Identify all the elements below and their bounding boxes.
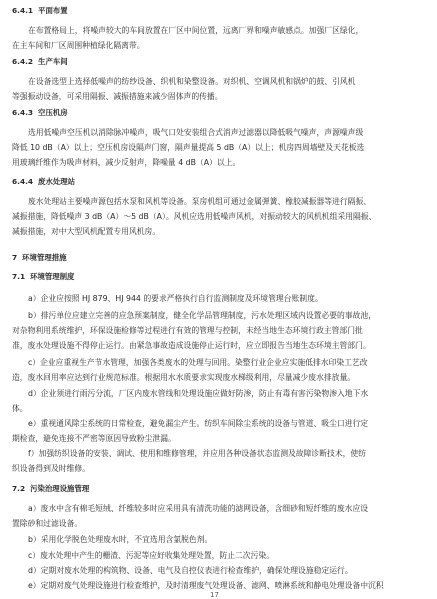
list-item-7-2-a: a）废水中含有棉毛短绒、纤维较多时应采用具有清洗功能的滤网设备，含细砂和短纤维的废水应设 置除砂和过滤设备。 — [12, 504, 369, 529]
list-item-7-1-b: b）排污单位应建立完善的应急预案制度，健全化学品管理制度，污水处理区域内设置必要的事故池， 对杂物利用系统维护，环保设施检修等过程进行有效的管理与控制，未经当地生态环境行政主管部门批 准，废水处理设施不得停止运行。由紧急事故造成设施停止运行时，应立即报告当地生态环境主管部门。 — [12, 311, 377, 351]
section-heading-6-4-1: 6.4.1 平面布置 — [12, 6, 68, 15]
list-item-7-1-d: d）企业须进行雨污分流，厂区内废水管线和处理设施应做好防渗，防止有毒有害污染物渗入地下水 体。 — [12, 389, 369, 414]
paragraph-6-4-2: 在设备选型上选择低噪声的纺纱设备、织机和染整设备。对织机、空调风机和锅炉的鼓、引风机 等强振动设备，可采用隔振、减振措施来减少固体声的传播。 — [12, 77, 356, 102]
section-heading-6-4-2: 6.4.2 生产车间 — [12, 57, 68, 66]
paragraph-6-4-1: 在布置格局上，将噪声较大的车间放置在厂区中间位置，远离厂界和噪声敏感点。加强厂区绿化， 在主车间和厂区周围种植绿化隔离带。 — [12, 26, 364, 51]
section-heading-7-1: 7.1 环境管理制度 — [12, 272, 75, 281]
list-item-7-1-c: c）企业应重视生产节水管理，加强各类废水的处理与回用。染整行业企业应实施低排水印染工艺改 造，废水回用率应达到行业规范标准。根据用水水质要求实现废水梯级利用，尽量减少废水排放量。 — [12, 358, 368, 383]
list-item-7-1-f: f）加强纺织设备的安装、调试、使用和维修管理，并应用各种设备状态监测及故障诊断技术，使纺 织设备得到及时维修。 — [12, 449, 367, 474]
list-item-7-1-a: a）企业应按照 HJ 879、HJ 944 的要求严格执行自行监测制度及环境管理台账制度。 — [28, 294, 323, 303]
section-heading-6-4-4: 6.4.4 废水处理站 — [12, 177, 76, 186]
list-item-7-2-e: e）定期对废气处理设施进行检查维护，及时清理废气处理设备、滤网、喷淋系统和静电处理设备中沉积 — [28, 581, 384, 590]
section-heading-6-4-3: 6.4.3 空压机房 — [12, 108, 68, 117]
section-heading-7: 7 环境管理措施 — [12, 253, 67, 262]
list-item-7-2-c: c）废水处理中产生的栅渣、污泥等应好收集处理处置，防止二次污染。 — [28, 551, 274, 560]
paragraph-6-4-3: 选用低噪声空压机以消除脉冲噪声，吸气口处安装组合式消声过滤器以降低吸气噪声，声源噪声级 降低 10 dB（A）以上；空压机房设隔声门窗，隔声量提高 5 dB（A）以上；机房四周墙壁及天花板选 用玻璃纤维作为吸声材料，减少反射声，降噪量 4 dB（A）以上。 — [12, 128, 365, 168]
list-item-7-2-d: d）定期对废水处理的构筑物、设备、电气及自控仪表进行检查维护，确保处理设施稳定运行。 — [28, 566, 353, 575]
section-heading-7-2: 7.2 污染治理设施管理 — [12, 484, 90, 493]
page-number: 17 — [210, 591, 219, 599]
list-item-7-1-e: e）重视通风除尘系统的日常检查，避免漏尘产生。纺织车间除尘系统的设备与管道、吸尘口进行定 期检查，避免连接不严密等原因导致粉尘泄漏。 — [12, 419, 369, 444]
paragraph-6-4-4: 废水处理站主要噪声源包括水泵和风机等设备。泵房机组可通过金属弹簧、橡胶减振器等进行隔振、 减振措施，降低噪声 3 dB（A）～5 dB（A）。风机应选用低噪声风机，对振动较大的风机机组采用隔振、 减振措施，对中大型风机配置专用风机房。 — [12, 197, 377, 237]
list-item-7-2-b: b）采用化学脱色处理废水时，不宜选用含氯脱色剂。 — [28, 535, 213, 544]
